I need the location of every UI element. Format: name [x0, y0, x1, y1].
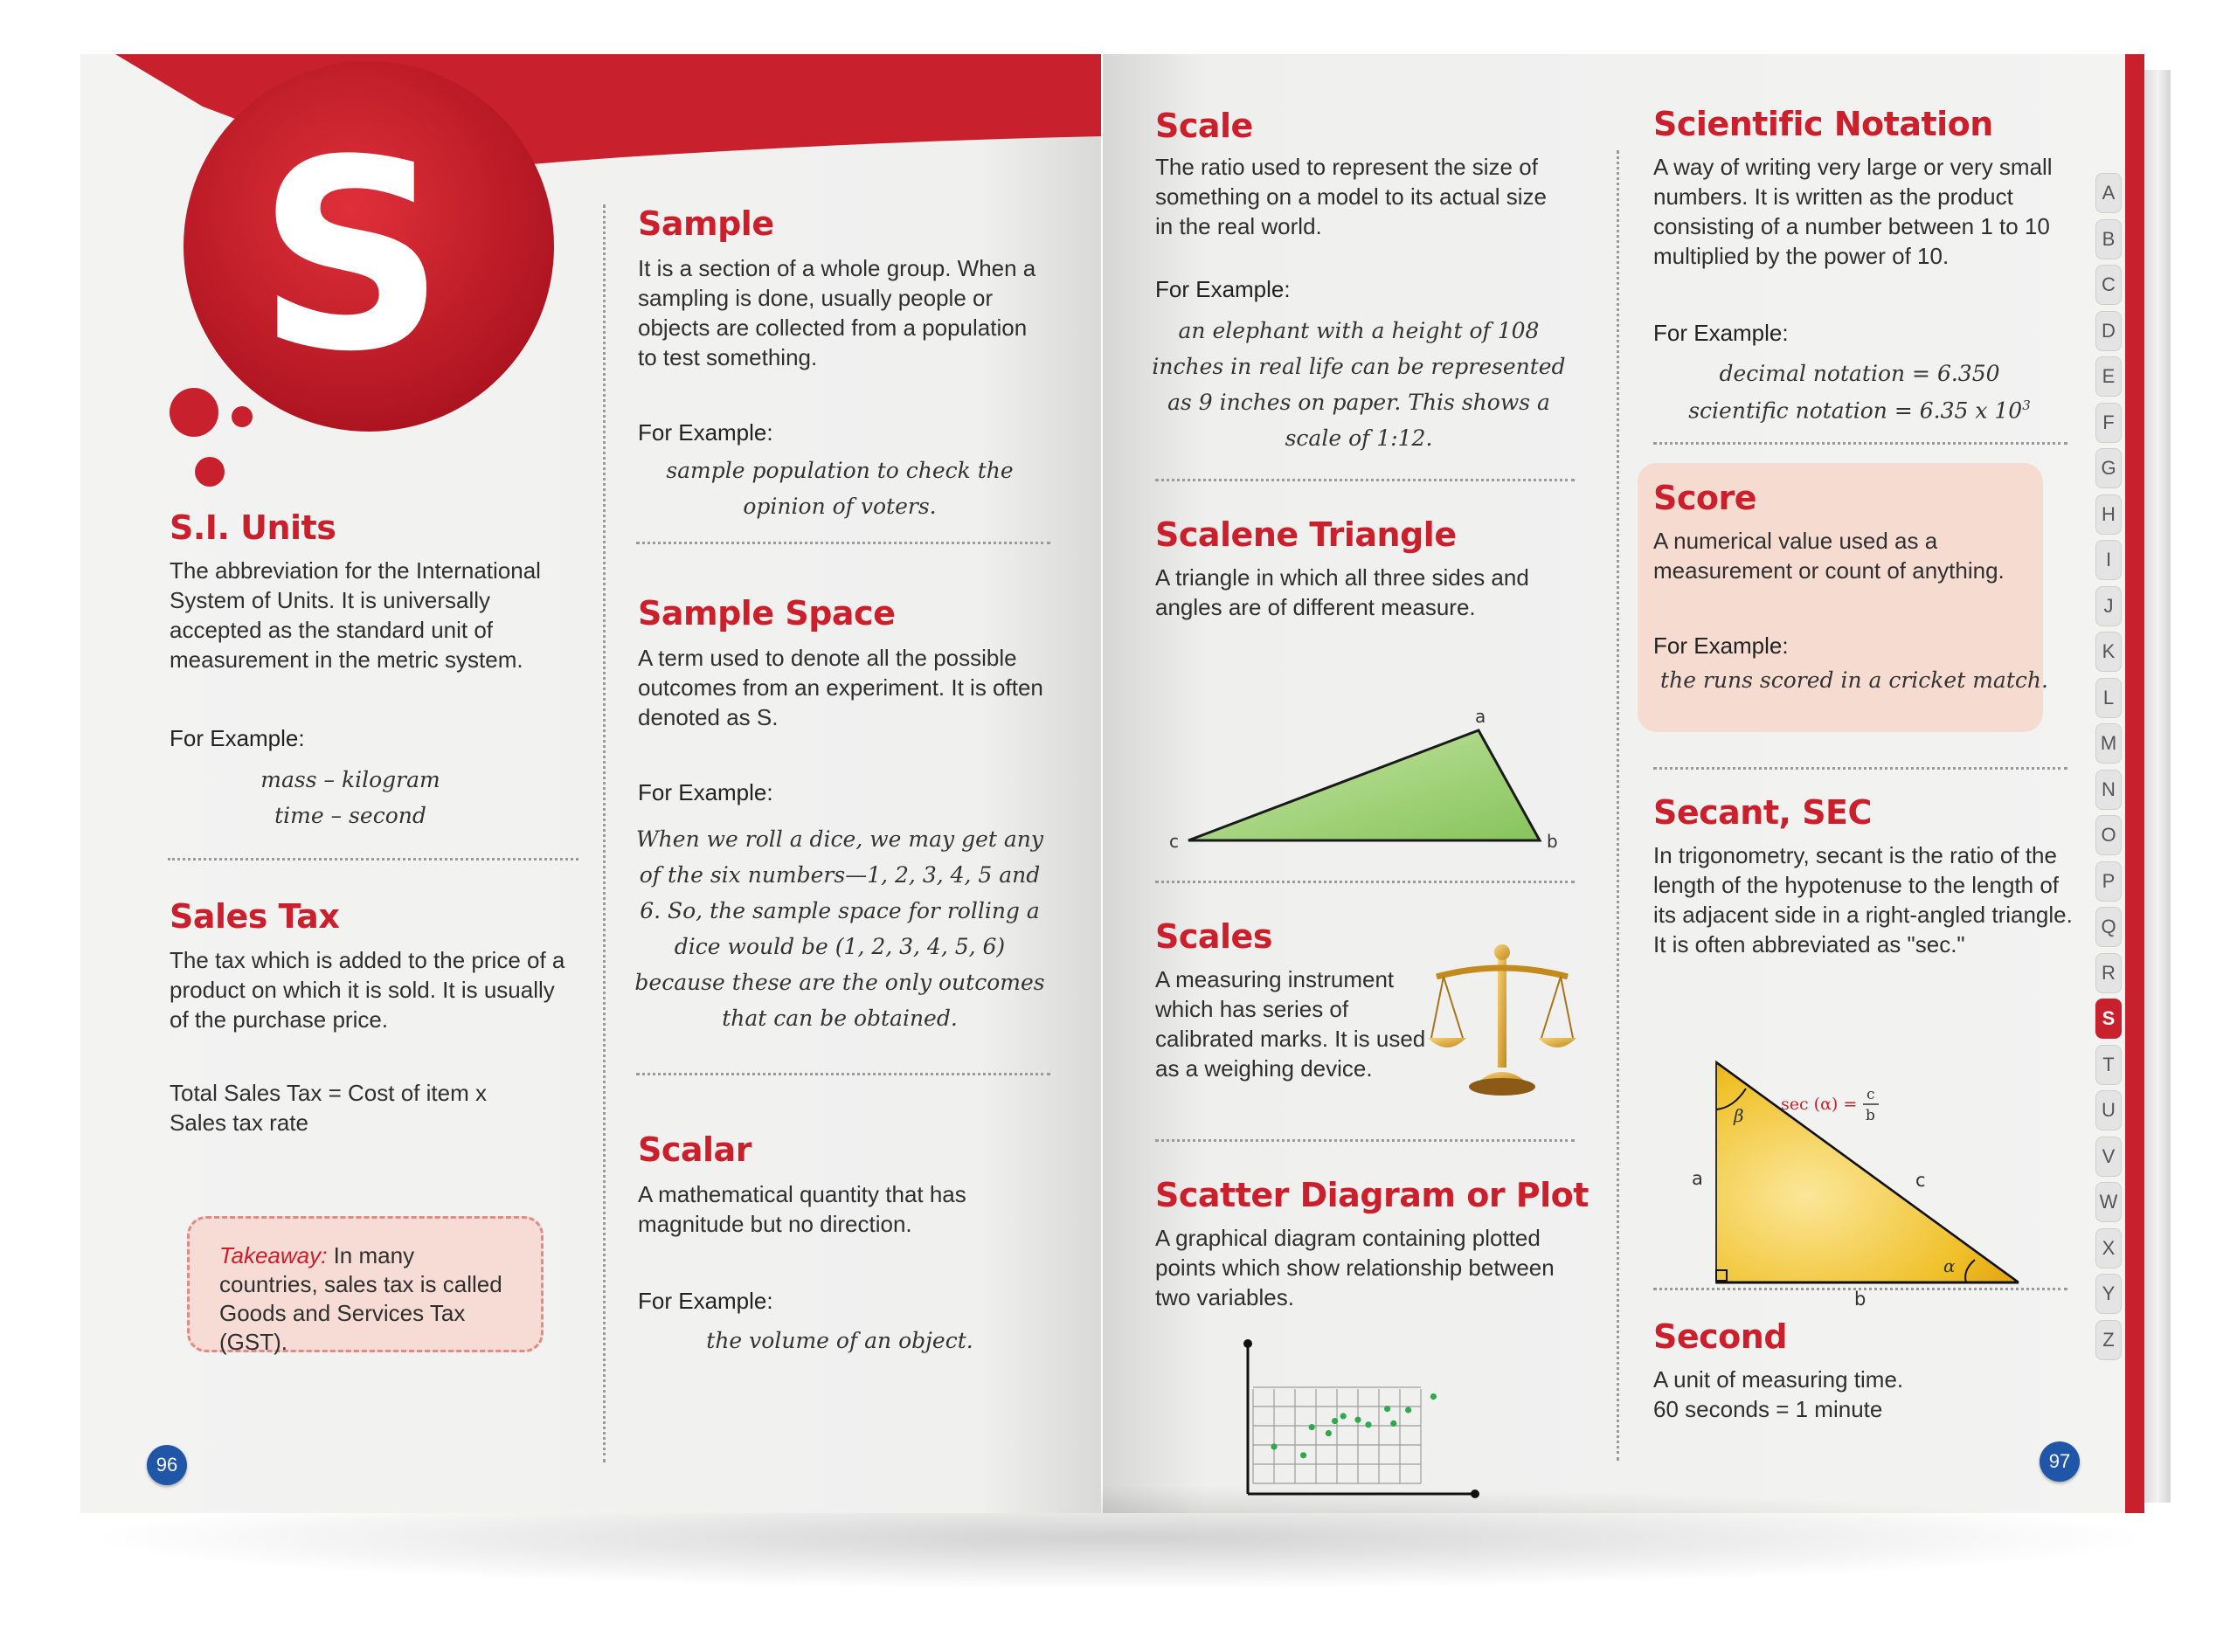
chapter-letter: S — [256, 104, 447, 409]
angle-label-beta: β — [1734, 1105, 1744, 1126]
tab-letter-j[interactable]: J — [2095, 586, 2122, 626]
tab-letter-f[interactable]: F — [2095, 403, 2122, 443]
divider — [636, 542, 1050, 544]
decor-dot — [170, 388, 218, 437]
second-definition: A unit of measuring time. — [1653, 1366, 1904, 1393]
term-scale: Scale — [1155, 107, 1253, 145]
term-scatter-diagram: Scatter Diagram or Plot — [1155, 1176, 1589, 1214]
divider — [1155, 479, 1575, 481]
decor-dot — [232, 406, 253, 427]
tab-letter-s[interactable]: S — [2095, 999, 2122, 1039]
secant-formula: sec (α) = — [1781, 1095, 1858, 1114]
divider — [1653, 1288, 2067, 1290]
scale-definition: The ratio used to represent the size of something on a model to its actual size in the real world. — [1155, 154, 1548, 239]
scatter-point — [1365, 1421, 1371, 1427]
scatter-point — [1354, 1417, 1361, 1423]
sample-space-example: When we roll a dice, we may get any of the six numbers—1, 2, 3, 4, 5 and 6. So, the sample space for rolling a dice would be (1, 2, 3, 4, 5, 6) because these are the only outcomes that can be obtained. — [634, 826, 1045, 1031]
scientific-notation-example — [1650, 390, 2069, 426]
tab-letter-o[interactable]: O — [2095, 815, 2122, 855]
balance-scale-icon — [1428, 942, 1576, 1099]
scatter-point — [1326, 1430, 1332, 1436]
vertex-label-a: a — [1475, 706, 1486, 727]
secant-definition: In trigonometry, secant is the ratio of the length of the hypotenuse to the length of its adjacent side in a right-angled triangle. It is often abbreviated as "sec." — [1653, 842, 2073, 957]
score-definition: A numerical value used as a measurement or count of anything. — [1653, 528, 2005, 584]
tab-letter-w[interactable]: W — [2095, 1182, 2122, 1222]
tab-letter-r[interactable]: R — [2095, 953, 2122, 993]
divider — [1653, 442, 2067, 445]
side-label-b: b — [1854, 1289, 1866, 1310]
term-sample: Sample — [638, 204, 774, 243]
tab-letter-d[interactable]: D — [2095, 311, 2122, 351]
tab-letter-m[interactable]: M — [2095, 723, 2122, 764]
scatter-point — [1390, 1420, 1396, 1427]
takeaway-box — [187, 1216, 544, 1355]
takeaway-text: In many countries, sales tax is called Goods and Services Tax (GST). — [219, 1242, 502, 1355]
divider — [636, 1073, 1050, 1075]
scientific-notation-base: scientific notation = 6.35 x 10 — [1688, 397, 2023, 424]
term-sample-space: Sample Space — [638, 594, 896, 632]
second-fact: 60 seconds = 1 minute — [1653, 1396, 1883, 1422]
si-units-example-label: For Example: — [170, 725, 305, 751]
term-scientific-notation: Scientific Notation — [1653, 105, 1993, 143]
term-scalar: Scalar — [638, 1130, 751, 1169]
secant-formula-denominator: b — [1866, 1107, 1875, 1124]
term-second: Second — [1653, 1317, 1788, 1356]
si-units-definition: The abbreviation for the International System of Units. It is universally accepted as the standard unit of measurement in the metric system. — [170, 557, 541, 673]
sample-example-label: For Example: — [638, 419, 773, 446]
scatter-point — [1340, 1413, 1347, 1419]
sales-tax-definition: The tax which is added to the price of a product on which it is sold. It is usually of the purchase price. — [170, 947, 565, 1033]
divider — [168, 858, 578, 861]
tab-letter-t[interactable]: T — [2095, 1045, 2122, 1085]
scatter-point — [1300, 1452, 1306, 1458]
tab-letter-a[interactable]: A — [2095, 173, 2122, 213]
scatter-point — [1405, 1407, 1411, 1413]
sample-definition: It is a section of a whole group. When a sampling is done, usually people or objects are collected from a population to test something. — [638, 255, 1036, 370]
term-scalene-triangle: Scalene Triangle — [1155, 515, 1457, 554]
scatter-point — [1332, 1418, 1338, 1424]
secant-formula-numerator: c — [1866, 1086, 1875, 1103]
scatter-point — [1384, 1406, 1390, 1412]
scales-definition: A measuring instrument which has series of calibrated marks. It is used as a weighing device. — [1155, 966, 1426, 1082]
decimal-notation: decimal notation = 6.350 — [1719, 361, 2000, 386]
divider — [1155, 1139, 1575, 1142]
tab-letter-u[interactable]: U — [2095, 1090, 2122, 1130]
scatter-point — [1430, 1393, 1437, 1400]
column-divider — [603, 204, 606, 1462]
scalar-example: the volume of an object. — [706, 1328, 973, 1353]
divider — [1155, 881, 1575, 883]
score-example: the runs scored in a cricket match. — [1660, 667, 2048, 693]
axis-end-dot — [1243, 1339, 1252, 1348]
tab-letter-e[interactable]: E — [2095, 356, 2122, 397]
scalene-triangle-diagram — [1155, 692, 1575, 858]
term-secant: Secant, SEC — [1653, 793, 1872, 832]
scientific-notation-definition: A way of writing very large or very small numbers. It is written as the product consisting of a number between 1 to 10 multiplied by the power of 10. — [1653, 154, 2053, 269]
vertex-label-c: c — [1169, 831, 1179, 852]
scalar-definition: A mathematical quantity that has magnitude but no direction. — [638, 1181, 966, 1237]
tab-letter-v[interactable]: V — [2095, 1137, 2122, 1177]
sales-tax-formula: Total Sales Tax = Cost of item x Sales tax rate — [170, 1080, 487, 1136]
tab-letter-g[interactable]: G — [2095, 448, 2122, 488]
tab-letter-p[interactable]: P — [2095, 861, 2122, 902]
page-stack — [2144, 70, 2171, 1503]
side-label-c: c — [1915, 1170, 1926, 1191]
scatter-definition: A graphical diagram containing plotted points which show relationship between two variables. — [1155, 1225, 1555, 1310]
side-label-a: a — [1692, 1168, 1703, 1189]
term-score: Score — [1653, 479, 1757, 517]
page-number-right: 97 — [2040, 1441, 2080, 1482]
takeaway-label: Takeaway: — [219, 1242, 328, 1268]
si-units-example-1: mass – kilogram — [260, 767, 440, 792]
term-si-units: S.I. Units — [170, 508, 336, 547]
page-number-left: 96 — [147, 1445, 187, 1485]
tab-letter-c[interactable]: C — [2095, 265, 2122, 305]
si-units-example-2: time – second — [274, 803, 426, 828]
tab-letter-q[interactable]: Q — [2095, 907, 2122, 947]
scientific-notation-example-label: For Example: — [1653, 320, 1789, 346]
sample-space-example-label: For Example: — [638, 779, 773, 805]
tab-letter-i[interactable]: I — [2095, 540, 2122, 580]
scalar-example-label: For Example: — [638, 1288, 773, 1314]
decor-dot — [195, 457, 225, 487]
scalene-triangle-definition: A triangle in which all three sides and angles are of different measure. — [1155, 564, 1529, 620]
tab-letter-l[interactable]: L — [2095, 678, 2122, 718]
tab-letter-b[interactable]: B — [2095, 219, 2122, 259]
axis-end-dot — [1471, 1490, 1479, 1498]
scatter-point — [1271, 1443, 1277, 1449]
sample-space-definition: A term used to denote all the possible outcomes from an experiment. It is often denoted as S. — [638, 645, 1043, 730]
score-example-label: For Example: — [1653, 632, 1789, 659]
sample-example: sample population to check the opinion of voters. — [666, 458, 1014, 519]
scalene-triangle-shape — [1188, 730, 1540, 840]
vertex-label-b: b — [1547, 831, 1558, 852]
tab-letter-x[interactable]: X — [2095, 1228, 2122, 1268]
tab-letter-n[interactable]: N — [2095, 770, 2122, 810]
right-page — [1103, 54, 2136, 1513]
tab-letter-y[interactable]: Y — [2095, 1274, 2122, 1314]
term-sales-tax: Sales Tax — [170, 897, 340, 936]
column-divider — [1617, 150, 1619, 1461]
scale-example: an elephant with a height of 108 inches in real life can be represented as 9 inches on paper. This shows a scale of 1:12. — [1152, 318, 1566, 451]
angle-label-alpha: α — [1943, 1255, 1956, 1276]
tab-letter-z[interactable]: Z — [2095, 1320, 2122, 1360]
right-triangle-diagram — [1679, 998, 2090, 1312]
term-scales: Scales — [1155, 917, 1272, 956]
scatter-point — [1309, 1424, 1315, 1430]
tab-letter-k[interactable]: K — [2095, 632, 2122, 672]
scientific-notation-exponent: 3 — [2022, 397, 2031, 413]
scale-example-label: For Example: — [1155, 276, 1291, 302]
divider — [1653, 767, 2067, 770]
tab-letter-h[interactable]: H — [2095, 494, 2122, 535]
scatter-plot-diagram — [1230, 1335, 1492, 1510]
